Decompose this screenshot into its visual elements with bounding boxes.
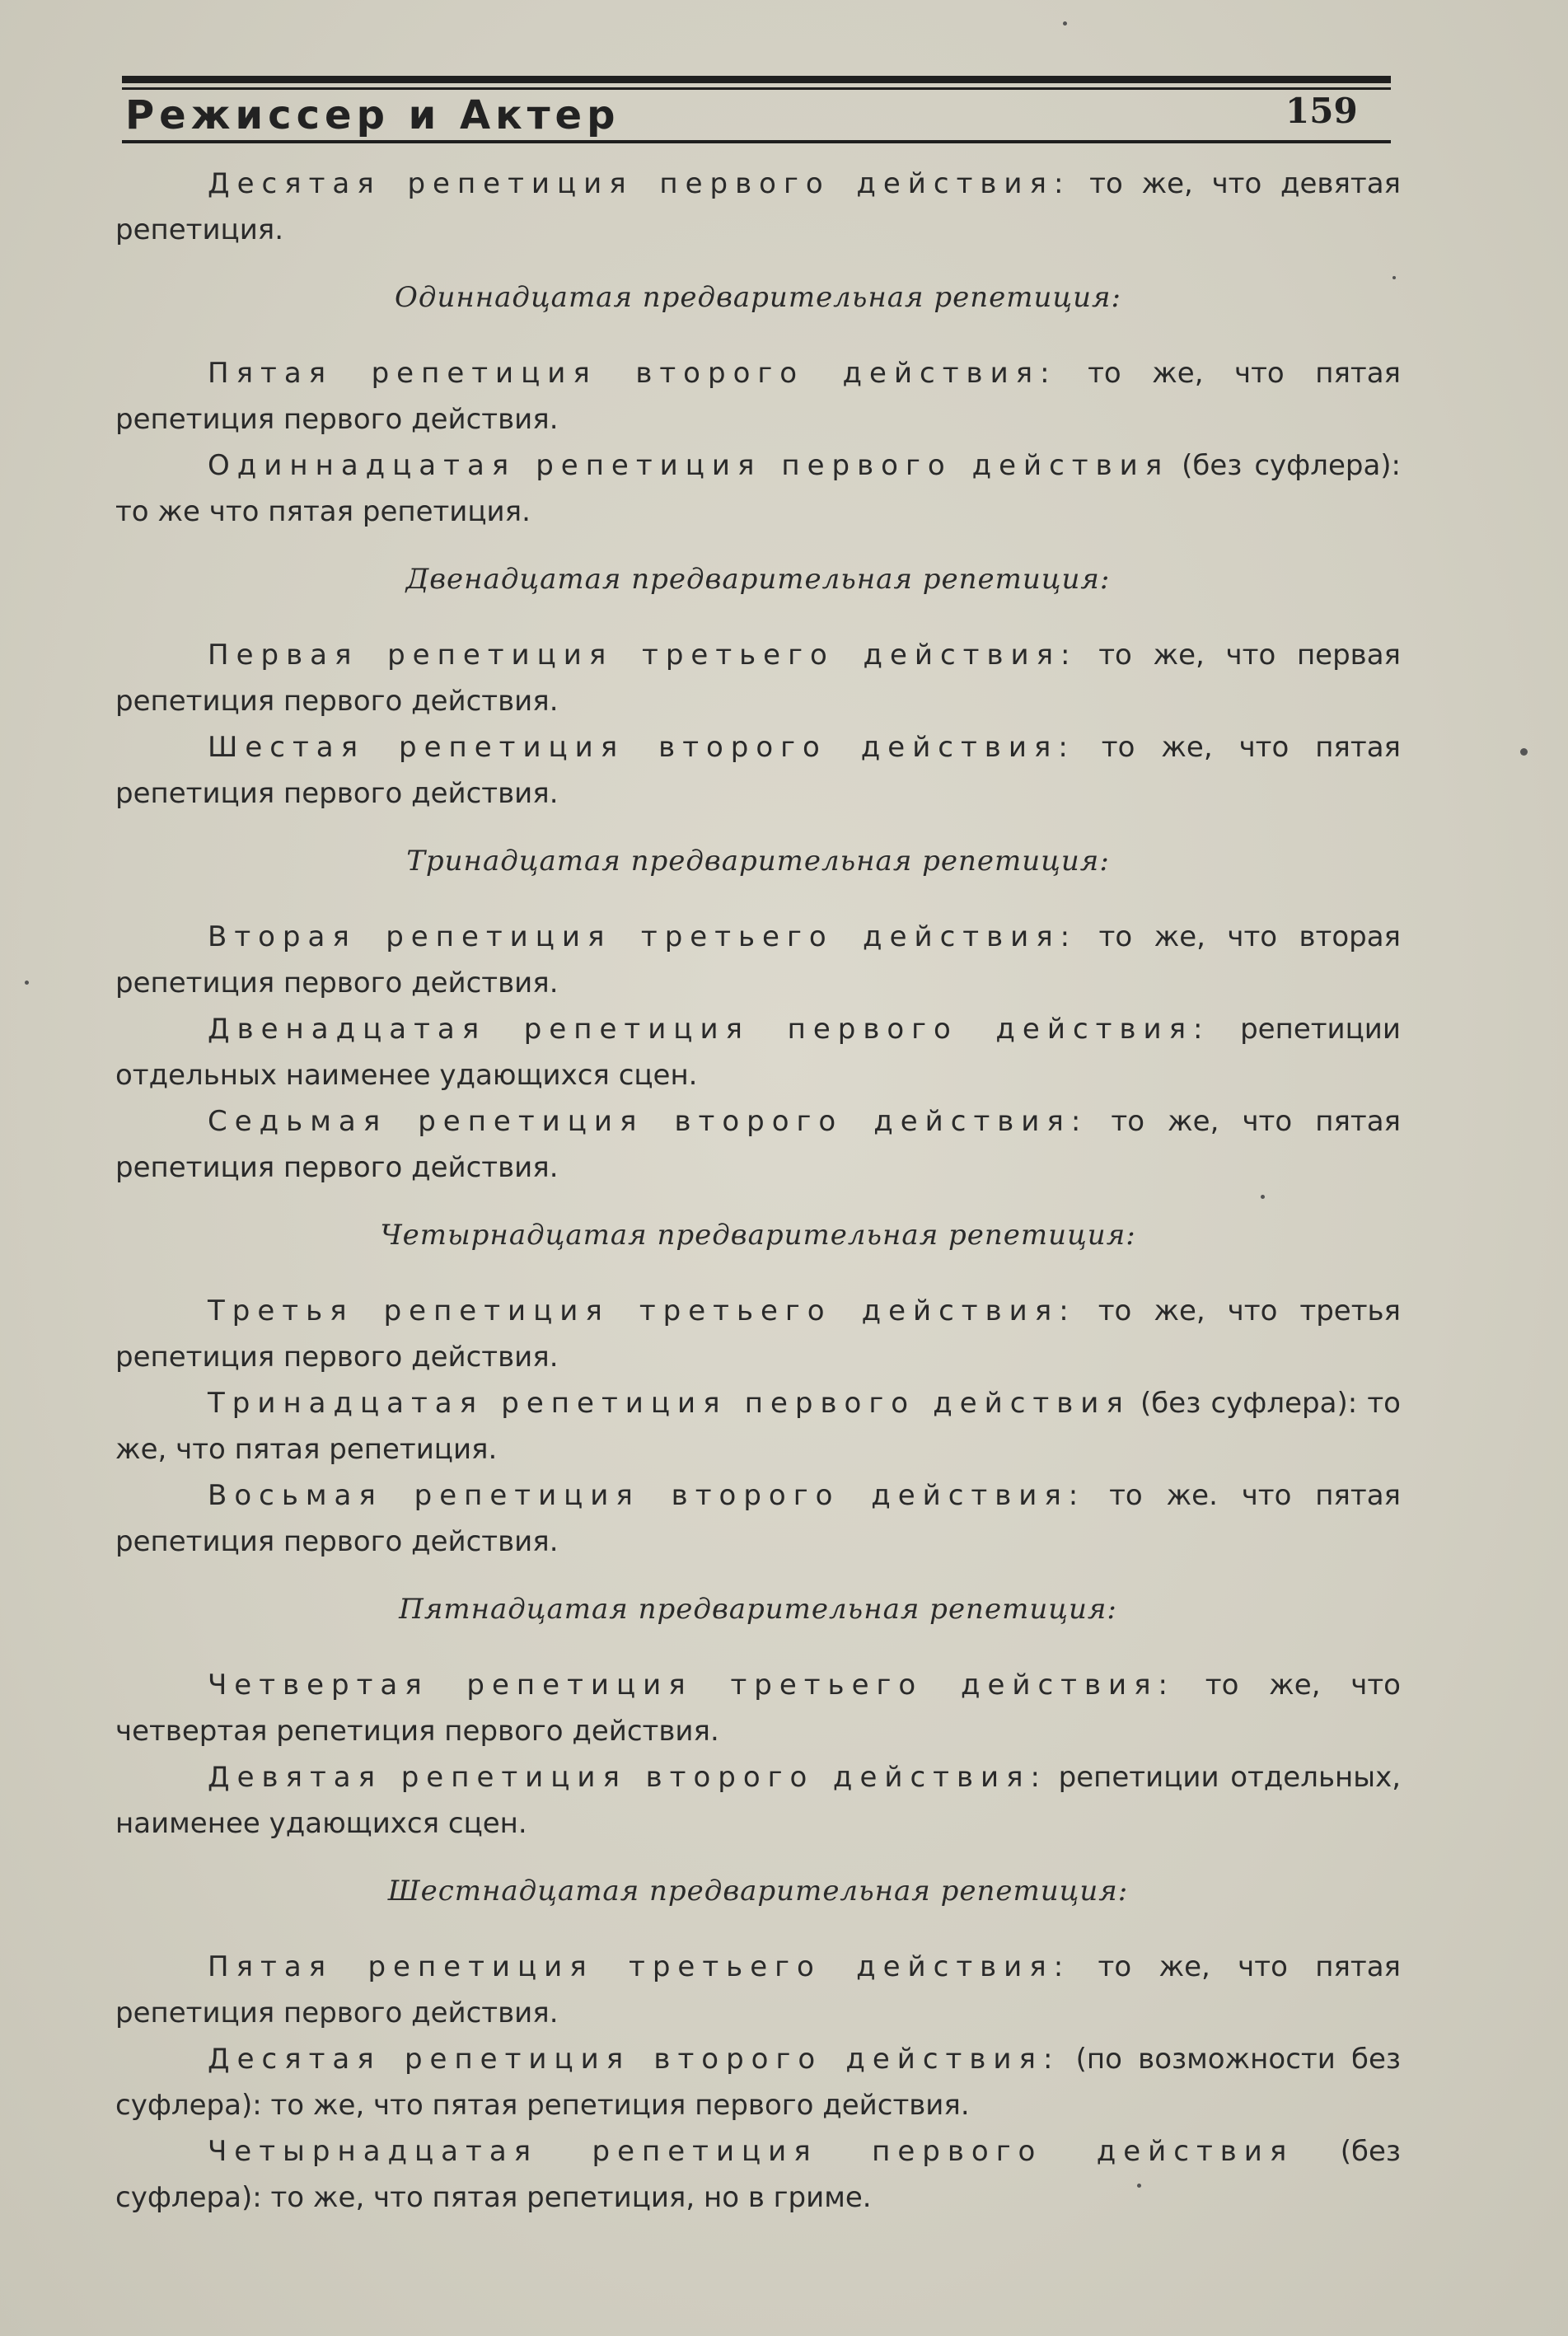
paper-speck <box>1392 276 1396 279</box>
section-heading: Пятнадцатая предварительная репетиция: <box>399 1593 1117 1626</box>
paragraph: Седьмая репетиция второго действия: то же, что пятая репетиция первого действия. <box>115 1105 1401 1184</box>
page-number: 159 <box>1285 91 1358 131</box>
running-title: Режиссер и Актер <box>125 92 620 138</box>
paragraph: Шестая репетиция второго действия: то же, что пятая репетиция первого действия. <box>115 731 1401 810</box>
paragraph: Четырнадцатая репетиция первого действия (без суфлера): то же, что пятая репетиция, но в гриме. <box>115 2135 1401 2214</box>
section-heading: Одиннадцатая предварительная репетиция: <box>395 281 1121 314</box>
paragraph: Четвертая репетиция третьего действия: то же, что четвертая репетиция первого действия. <box>115 1669 1401 1748</box>
paper-speck <box>25 981 29 985</box>
paragraph: Девятая репетиция второго действия: репетиции отдельных, наименее удающихся сцен. <box>115 1761 1401 1840</box>
paragraph: Восьмая репетиция второго действия: то же. что пятая репетиция первого действия. <box>115 1479 1401 1558</box>
paragraph: Вторая репетиция третьего действия: то же, что вторая репетиция первого действия. <box>115 920 1402 999</box>
paragraph: Одиннадцатая репетиция первого действия (без суфлера): то же что пятая репетиция. <box>115 449 1402 528</box>
paragraph: Пятая репетиция второго действия: то же, что пятая репетиция первого действия. <box>115 357 1401 436</box>
paper-speck <box>1261 1195 1265 1199</box>
paragraph: Десятая репетиция второго действия: (по возможности без суфлера): то же, что пятая репетиция первого действия. <box>115 2043 1401 2122</box>
paragraph: Двенадцатая репетиция первого действия: репетиции отдельных наименее удающихся сцен. <box>115 1013 1401 1092</box>
paper-speck <box>1520 748 1528 756</box>
paragraph: Третья репетиция третьего действия: то же, что третья репетиция первого действия. <box>115 1294 1402 1374</box>
section-heading: Двенадцатая предварительная репетиция: <box>405 563 1111 596</box>
page-body <box>115 161 1401 2221</box>
header-rule-thin <box>122 87 1391 90</box>
header-rule-thick <box>122 76 1391 83</box>
section-heading: Шестнадцатая предварительная репетиция: <box>387 1875 1129 1908</box>
paper-speck <box>1137 2184 1141 2188</box>
paragraph: Первая репетиция третьего действия: то же, что первая репетиция первого действия. <box>115 639 1401 718</box>
paragraph: Пятая репетиция третьего действия: то же, что пятая репетиция первого действия. <box>115 1950 1401 2029</box>
paragraph: Десятая репетиция первого действия: то же, что девятая репетиция. <box>115 167 1401 246</box>
section-heading: Тринадцатая предварительная репетиция: <box>406 845 1110 878</box>
section-heading: Четырнадцатая предварительная репетиция: <box>380 1219 1136 1252</box>
paper-speck <box>1063 21 1067 26</box>
header-rule-bottom <box>122 140 1391 143</box>
paragraph: Тринадцатая репетиция первого действия (без суфлера): то же, что пятая репетиция. <box>115 1387 1401 1466</box>
